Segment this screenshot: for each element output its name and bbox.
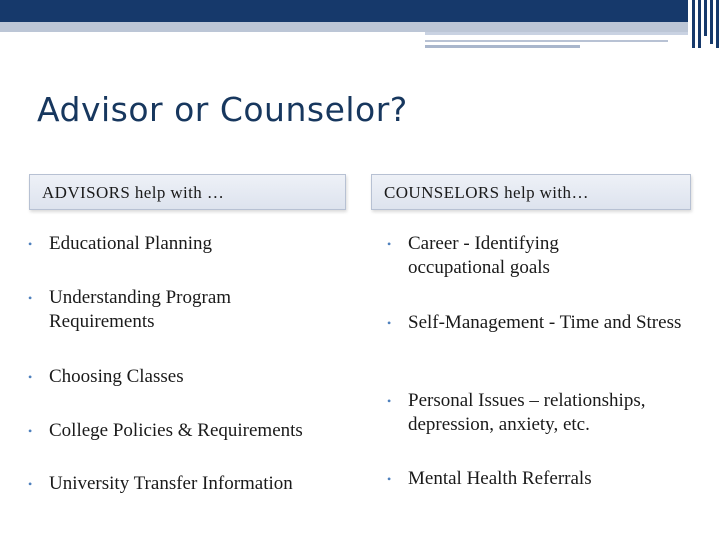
bullet-icon: • <box>28 291 33 305</box>
corner-stripe <box>704 0 707 36</box>
list-item <box>28 419 303 443</box>
top-accent-line <box>425 40 668 42</box>
list-item-text: Understanding Program Requirements <box>49 287 232 332</box>
bullet-icon: • <box>28 237 33 251</box>
bullet-icon: • <box>387 237 392 251</box>
bullet-icon: • <box>387 394 392 408</box>
list-item-text: Self-Management - Time and Stress <box>408 312 682 333</box>
bullet-icon: • <box>28 477 33 491</box>
bullet-icon: • <box>387 472 392 486</box>
list-item-text: Choosing Classes <box>49 366 184 387</box>
top-decoration-bar <box>0 0 720 50</box>
corner-stripe <box>716 0 719 48</box>
list-item <box>28 365 184 389</box>
list-item <box>28 286 299 334</box>
top-accent-line <box>425 32 688 35</box>
counselors-header: COUNSELORS help with… <box>371 174 691 210</box>
list-item <box>28 472 293 496</box>
bullet-icon: • <box>28 424 33 438</box>
corner-stripe <box>698 0 701 48</box>
advisors-header: ADVISORS help with … <box>29 174 346 210</box>
top-light-band <box>0 22 688 32</box>
list-item <box>387 389 708 437</box>
top-accent-line <box>425 45 580 48</box>
bullet-icon: • <box>28 370 33 384</box>
slide-title: Advisor or Counselor? <box>37 90 408 129</box>
list-item <box>387 467 592 491</box>
list-item-text: Career - Identifying occupational goals <box>408 233 559 278</box>
list-item-text: College Policies & Requirements <box>49 420 303 441</box>
list-item-text: University Transfer Information <box>49 473 293 494</box>
list-item-text: Personal Issues – relationships, depression, anxiety, etc. <box>408 390 646 435</box>
list-item <box>387 311 698 335</box>
list-item-text: Educational Planning <box>49 233 213 254</box>
corner-stripe <box>710 0 713 44</box>
top-dark-band <box>0 0 688 22</box>
corner-stripe <box>692 0 695 48</box>
bullet-icon: • <box>387 316 392 330</box>
list-item-text: Mental Health Referrals <box>408 468 592 489</box>
list-item <box>28 232 212 256</box>
list-item <box>387 232 608 280</box>
